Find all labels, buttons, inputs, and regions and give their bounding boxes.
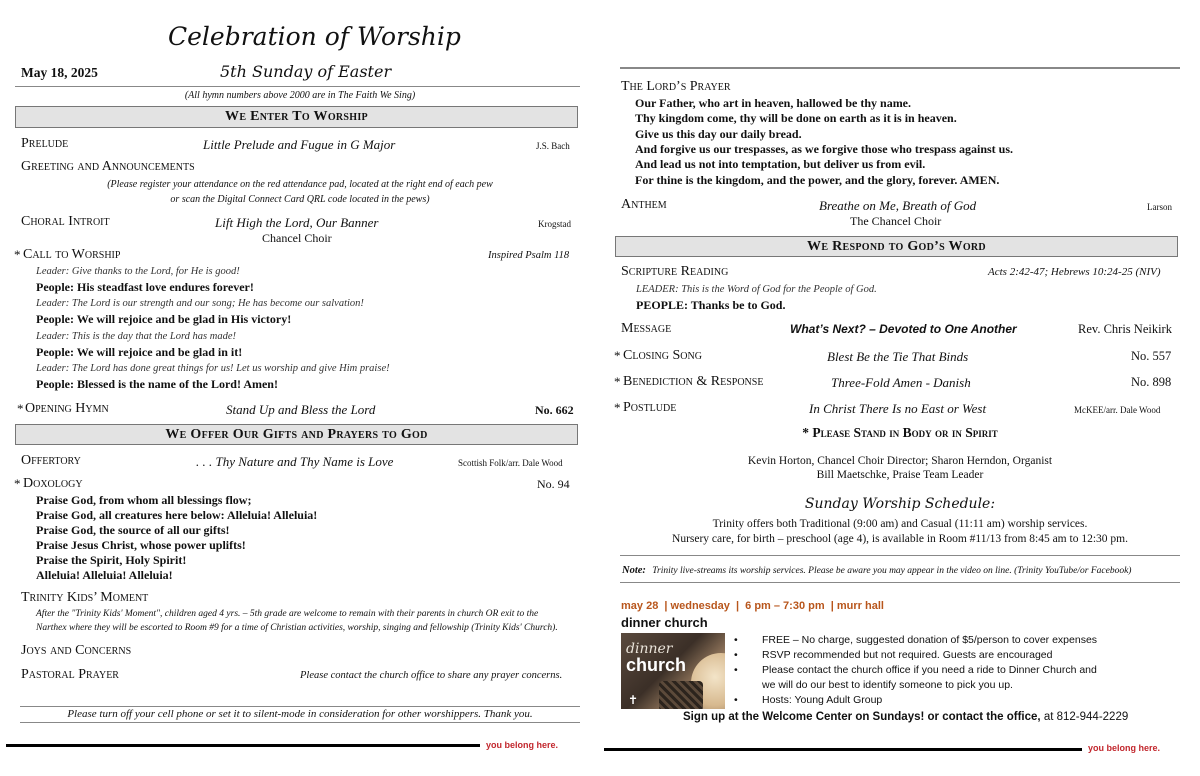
message-speaker: Rev. Chris Neikirk <box>1078 322 1172 336</box>
dinner-church-date: may 28 | wednesday | 6 pm – 7:30 pm | murr hall <box>621 600 884 612</box>
footer-tagline-right: you belong here. <box>1088 743 1161 753</box>
kids-moment-note-2: Narthex where they will be escorted to Room #9 for a time of Christian activities, worship, singing and fellowship (Trinity Kids' Church). <box>36 623 558 633</box>
call-leader-2: Leader: The Lord is our strength and our song; He has become our salvation! <box>36 298 364 309</box>
opening-hymn-star: * <box>17 401 24 416</box>
bullet-rsvp: • RSVP recommended but not required. Guests are encouraged <box>734 648 1097 663</box>
liturgical-sunday: 5th Sunday of Easter <box>220 62 392 81</box>
section-offer-banner: We Offer Our Gifts and Prayers to God <box>15 424 578 445</box>
prelude-label: Prelude <box>21 136 69 151</box>
bullet-ride <box>734 663 1097 693</box>
postlude-label: Postlude <box>623 400 677 415</box>
offertory-label: Offertory <box>21 453 81 468</box>
call-people-2: People: We will rejoice and be glad in His victory! <box>36 312 292 326</box>
closing-song-label: Closing Song <box>623 348 702 363</box>
lords-prayer-line-3: Give us this day our daily bread. <box>635 127 802 141</box>
doxology-label: Doxology <box>23 476 83 491</box>
message-label: Message <box>621 321 672 336</box>
bullet-free: • FREE – No charge, suggested donation of $5/person to cover expenses <box>734 633 1097 648</box>
scripture-people: PEOPLE: Thanks be to God. <box>636 298 786 312</box>
call-people-1: People: His steadfast love endures forever! <box>36 280 254 294</box>
benediction-title: Three-Fold Amen - Danish <box>831 375 971 390</box>
schedule-line-1: Trinity offers both Traditional (9:00 am) and Casual (11:11 am) worship services. <box>712 518 1088 530</box>
basket-graphic <box>659 681 703 709</box>
cellphone-rule-top <box>20 706 580 707</box>
lords-prayer-line-6: For thine is the kingdom, and the power, and the glory, forever. AMEN. <box>635 173 1000 187</box>
closing-song-star: * <box>614 348 621 363</box>
please-stand-note: * Please Stand in Body or in Spirit <box>802 425 998 440</box>
right-page <box>600 0 1200 776</box>
doxology-line-4: Praise Jesus Christ, whose power uplifts! <box>36 538 246 552</box>
call-source: Inspired Psalm 118 <box>488 250 570 261</box>
schedule-line-2: Nursery care, for birth – preschool (age 4), is available in Room #11/13 from 8:45 am to 12:30 pm. <box>672 533 1128 545</box>
note-rule-bottom <box>620 582 1180 583</box>
signup-phone: at 812-944-2229 <box>1043 711 1129 723</box>
lords-prayer-line-4: And forgive us our trespasses, as we forgive those who trespass against us. <box>635 142 1014 156</box>
service-date: May 18, 2025 <box>21 65 98 80</box>
doxology-line-3: Praise God, the source of all our gifts! <box>36 523 230 537</box>
message-title: What’s Next? – Devoted to One Another <box>790 322 1017 336</box>
kids-moment-note-1: After the "Trinity Kids' Moment", children aged 4 yrs. – 5th grade are welcome to remain with their parents in church OR exit to the <box>36 609 539 619</box>
bullet-hosts: • Hosts: Young Adult Group <box>734 693 1097 708</box>
benediction-label: Benediction & Response <box>623 374 764 389</box>
anthem-performer: The Chancel Choir <box>850 214 942 228</box>
dinner-church-heading: dinner church <box>621 615 708 630</box>
note-line <box>622 565 1131 576</box>
offertory-composer: Scottish Folk/arr. Dale Wood <box>458 458 563 468</box>
section-respond-banner: We Respond to God’s Word <box>615 236 1178 257</box>
postlude-composer: McKEE/arr. Dale Wood <box>1074 405 1161 415</box>
call-to-worship-label: Call to Worship <box>23 247 121 262</box>
kids-moment-label: Trinity Kids’ Moment <box>21 590 149 605</box>
anthem-label: Anthem <box>621 197 667 212</box>
image-word-church: church <box>626 655 687 675</box>
lords-prayer-line-1: Our Father, who art in heaven, hallowed be thy name. <box>635 96 912 110</box>
call-people-3: People: We will rejoice and be glad in it! <box>36 345 243 359</box>
staff-line-1: Kevin Horton, Chancel Choir Director; Sharon Herndon, Organist <box>747 455 1053 467</box>
prelude-title: Little Prelude and Fugue in G Major <box>203 137 396 152</box>
scripture-reference: Acts 2:42-47; Hebrews 10:24-25 (NIV) <box>988 266 1161 278</box>
benediction-star: * <box>614 374 621 389</box>
offertory-title: . . . Thy Nature and Thy Name is Love <box>196 454 394 469</box>
choral-introit-title: Lift High the Lord, Our Banner <box>215 215 379 230</box>
call-leader-1: Leader: Give thanks to the Lord, for He is good! <box>36 266 240 277</box>
footer-rule-right <box>604 748 1082 751</box>
dinner-church-bullets <box>734 633 1097 708</box>
choral-introit-label: Choral Introit <box>21 214 110 229</box>
bulletin-title: Celebration of Worship <box>168 22 461 51</box>
choral-introit-composer: Krogstad <box>538 219 571 229</box>
footer-tagline: you belong here. <box>486 740 559 750</box>
anthem-title: Breathe on Me, Breath of God <box>819 198 977 213</box>
doxology-number: No. 94 <box>537 477 570 491</box>
opening-hymn-title: Stand Up and Bless the Lord <box>226 402 376 417</box>
note-text: Trinity live-streams its worship services. Please be aware you may appear in the video on line. (Trinity YouTube/or Facebook) <box>652 566 1132 576</box>
hymn-note: (All hymn numbers above 2000 are in The Faith We Sing) <box>184 90 416 101</box>
cellphone-note: Please turn off your cell phone or set it to silent-mode in consideration for other worshippers. Thank you. <box>67 708 533 720</box>
doxology-line-6: Alleluia! Alleluia! Alleluia! <box>36 568 173 582</box>
closing-song-title: Blest Be the Tie That Binds <box>827 349 969 364</box>
closing-song-number: No. 557 <box>1131 349 1172 363</box>
call-leader-3: Leader: This is the day that the Lord has made! <box>36 331 236 342</box>
bullet-ride-line-2: we will do our best to identify someone to pick you up. <box>762 679 1013 691</box>
doxology-line-1: Praise God, from whom all blessings flow; <box>36 493 252 507</box>
image-word-dinner: dinner <box>626 641 673 657</box>
call-people-4: People: Blessed is the name of the Lord! Amen! <box>36 377 278 391</box>
doxology-line-5: Praise the Spirit, Holy Spirit! <box>36 553 187 567</box>
top-rule <box>620 67 1180 69</box>
pastoral-prayer-label: Pastoral Prayer <box>21 667 119 682</box>
signup-text: Sign up at the Welcome Center on Sundays! or contact the office, <box>683 711 1041 723</box>
dinner-church-image <box>621 633 725 709</box>
lords-prayer-line-5: And lead us not into temptation, but deliver us from evil. <box>635 157 926 171</box>
greeting-note-2: or scan the Digital Connect Card QRL code located in the pews) <box>170 194 430 205</box>
schedule-title: Sunday Worship Schedule: <box>804 496 996 512</box>
bullet-ride-line-1: Please contact the church office if you need a ride to Dinner Church and <box>762 664 1097 676</box>
staff-line-2: Bill Maetschke, Praise Team Leader <box>816 469 984 481</box>
postlude-title: In Christ There Is no East or West <box>809 401 987 416</box>
note-rule-top <box>620 555 1180 556</box>
postlude-star: * <box>614 400 621 415</box>
lords-prayer-line-2: Thy kingdom come, thy will be done on earth as it is in heaven. <box>635 111 957 125</box>
benediction-number: No. 898 <box>1131 375 1172 389</box>
prelude-composer: J.S. Bach <box>536 141 570 151</box>
signup-line <box>683 711 1128 723</box>
doxology-line-2: Praise God, all creatures here below: Alleluia! Alleluia! <box>36 508 318 522</box>
call-leader-4: Leader: The Lord has done great things for us! Let us worship and give Him praise! <box>36 363 390 374</box>
pastoral-prayer-note: Please contact the church office to share any prayer concerns. <box>300 670 563 681</box>
greeting-note-1: (Please register your attendance on the red attendance pad, located at the right end of each pew <box>107 179 493 190</box>
call-star: * <box>14 247 21 262</box>
lords-prayer-label: The Lord’s Prayer <box>621 79 731 94</box>
cross-icon: ✝ <box>628 693 639 707</box>
doxology-star: * <box>14 476 21 491</box>
joys-label: Joys and Concerns <box>21 643 132 658</box>
footer-rule <box>6 744 480 747</box>
scripture-label: Scripture Reading <box>621 264 729 279</box>
greeting-label: Greeting and Announcements <box>21 159 195 174</box>
scripture-leader: LEADER: This is the Word of God for the People of God. <box>636 284 877 295</box>
anthem-composer: Larson <box>1147 202 1172 212</box>
choral-introit-performer: Chancel Choir <box>262 231 332 245</box>
header-rule <box>15 86 580 87</box>
opening-hymn-number: No. 662 <box>535 403 574 417</box>
cellphone-rule-bottom <box>20 722 580 723</box>
note-label: Note: <box>622 565 646 576</box>
section-enter-banner: We Enter To Worship <box>15 106 578 128</box>
opening-hymn-label: Opening Hymn <box>25 401 109 416</box>
